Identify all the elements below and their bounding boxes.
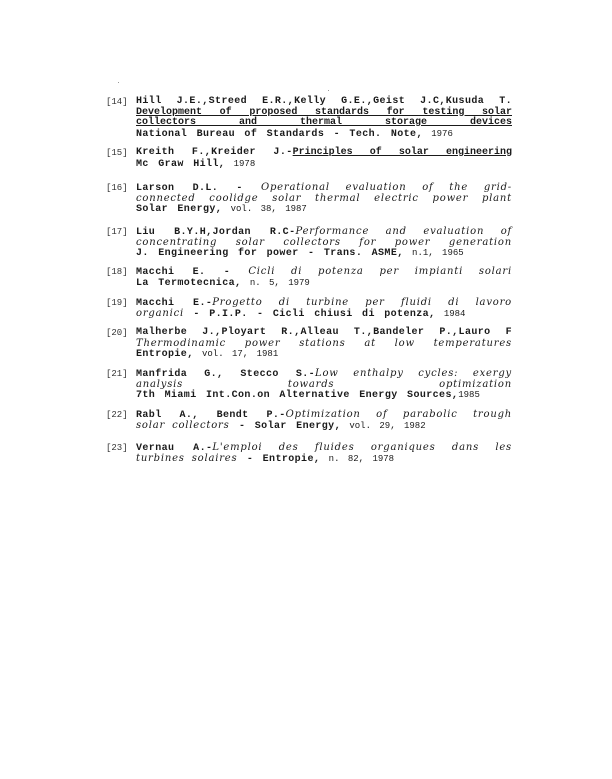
reference-text: [136, 443, 512, 464]
reference-title-italic: Progetto di turbine per fluidi di lavoro: [212, 297, 512, 308]
reference-authors-source: Macchi E. -: [136, 267, 249, 278]
reference-authors-source: - Entropie,: [237, 453, 321, 465]
reference-line: [136, 390, 512, 401]
reference-number: [23]: [106, 443, 128, 453]
reference-details: vol. 38, 1987: [222, 204, 307, 214]
reference-number: [22]: [106, 410, 128, 420]
reference-authors-source: - Solar Energy,: [229, 420, 341, 432]
reference-authors-source: Larson D.L. -: [136, 183, 261, 194]
reference-line: [136, 298, 512, 309]
reference-details: n. 5, 1979: [241, 277, 310, 288]
reference-line: [136, 267, 512, 278]
reference-authors-source: Entropie,: [136, 349, 194, 360]
reference-title-italic: Cicli di potenza per impianti solari: [248, 266, 513, 277]
reference-authors-source: Manfrida G., Stecco S.-: [136, 369, 316, 380]
reference-entry: [106, 369, 512, 401]
reference-title-underlined: Development of proposed standards for testing solar: [136, 106, 512, 118]
reference-authors-source: Mc Graw Hill,: [136, 158, 226, 170]
reference-number: [15]: [106, 148, 128, 158]
reference-entry: [106, 298, 512, 319]
reference-title-italic: Optimization of parabolic trough: [285, 409, 513, 420]
reference-authors-source: Kreith F.,Kreider J.-: [136, 147, 293, 158]
reference-number: [17]: [106, 227, 128, 237]
reference-line: [136, 204, 512, 215]
reference-entry: [106, 410, 512, 431]
reference-details: 1978: [225, 158, 256, 169]
reference-entry: [106, 148, 512, 169]
reference-details: vol. 29, 1982: [340, 420, 426, 431]
reference-title-italic: concentrating solar collectors for power generation: [136, 236, 512, 248]
reference-title-italic: Low enthalpy cycles: exergy: [315, 368, 512, 379]
reference-line: [136, 194, 512, 205]
reference-number: [20]: [106, 328, 128, 338]
reference-entry: [106, 267, 512, 288]
reference-title-underlined: Principles of solar engineering: [292, 147, 512, 158]
reference-authors-source: Liu B.Y.H,Jordan R.C-: [136, 227, 296, 238]
reference-line: [136, 159, 512, 170]
reference-title-italic: Thermodinamic power stations at low temperatures: [136, 337, 512, 349]
reference-line: [136, 349, 512, 360]
reference-text: [136, 328, 512, 360]
reference-entry: [106, 227, 512, 259]
reference-authors-source: Solar Energy,: [136, 204, 223, 215]
reference-line: [136, 129, 512, 140]
reference-details: n.1, 1965: [403, 248, 464, 258]
reference-entry: [106, 183, 512, 215]
reference-title-italic: Performance and evaluation of: [295, 226, 513, 237]
reference-title-italic: L'emploi des fluides organiques dans les: [212, 442, 512, 453]
reference-authors-source: - P.I.P. - Cicli chiusi di potenza,: [184, 308, 436, 320]
reference-entry: [106, 443, 512, 464]
reference-line: [136, 339, 512, 350]
reference-text: [136, 410, 512, 431]
reference-line: [136, 248, 512, 259]
reference-title-italic: organici: [136, 307, 185, 319]
reference-title-underlined: collectors and thermal storage devices: [136, 117, 512, 128]
reference-number: [18]: [106, 267, 128, 277]
reference-title-italic: connected coolidge solar thermal electric power plant: [136, 192, 512, 204]
reference-text: [136, 267, 512, 288]
reference-authors-source: Hill J.E.,Streed E.R.,Kelly G.E.,Geist J.C,Kusuda T.: [136, 96, 512, 107]
reference-line: [136, 309, 512, 320]
reference-title-italic: turbines solaires: [136, 452, 238, 464]
scan-speck: [118, 82, 119, 83]
reference-line: [136, 238, 512, 249]
reference-text: [136, 298, 512, 319]
reference-number: [14]: [106, 97, 128, 107]
reference-details: 1976: [422, 128, 453, 139]
reference-authors-source: National Bureau of Standards - Tech. Note,: [136, 128, 423, 140]
reference-line: [136, 454, 512, 465]
reference-text: [136, 227, 512, 259]
reference-text: [136, 148, 512, 169]
reference-entry: [106, 97, 512, 139]
reference-line: [136, 148, 512, 159]
reference-title-italic: Operational evaluation of the grid-: [260, 182, 512, 193]
scan-speck: [328, 90, 329, 91]
reference-details: n. 82, 1978: [320, 453, 395, 464]
reference-authors-source: Rabl A., Bendt P.-: [136, 410, 286, 421]
reference-line: [136, 118, 512, 129]
reference-authors-source: La Termotecnica,: [136, 277, 242, 289]
reference-line: [136, 380, 512, 391]
reference-text: [136, 183, 512, 215]
reference-authors-source: 7th Miami Int.Con.on Alternative Energy Sources,: [136, 390, 459, 401]
reference-details: vol. 17, 1981: [193, 349, 279, 359]
reference-text: [136, 369, 512, 401]
reference-entry: [106, 328, 512, 360]
reference-authors-source: Malherbe J.,Ployart R.,Alleau T.,Bandeler P.,Lauro F: [136, 327, 512, 338]
reference-line: [136, 421, 512, 432]
reference-authors-source: Macchi E.-: [136, 298, 213, 309]
reference-title-italic: analysis towards optimization: [136, 378, 512, 390]
reference-title-italic: solar collectors: [136, 419, 230, 431]
reference-number: [16]: [106, 183, 128, 193]
reference-authors-source: Vernau A.-: [136, 443, 213, 454]
reference-line: [136, 278, 512, 289]
reference-authors-source: J. Engineering for power - Trans. ASME,: [136, 248, 404, 259]
reference-number: [19]: [106, 298, 128, 308]
reference-text: [136, 97, 512, 139]
reference-details: 1984: [435, 308, 466, 319]
reference-number: [21]: [106, 369, 128, 379]
reference-details: 1985: [458, 390, 480, 400]
